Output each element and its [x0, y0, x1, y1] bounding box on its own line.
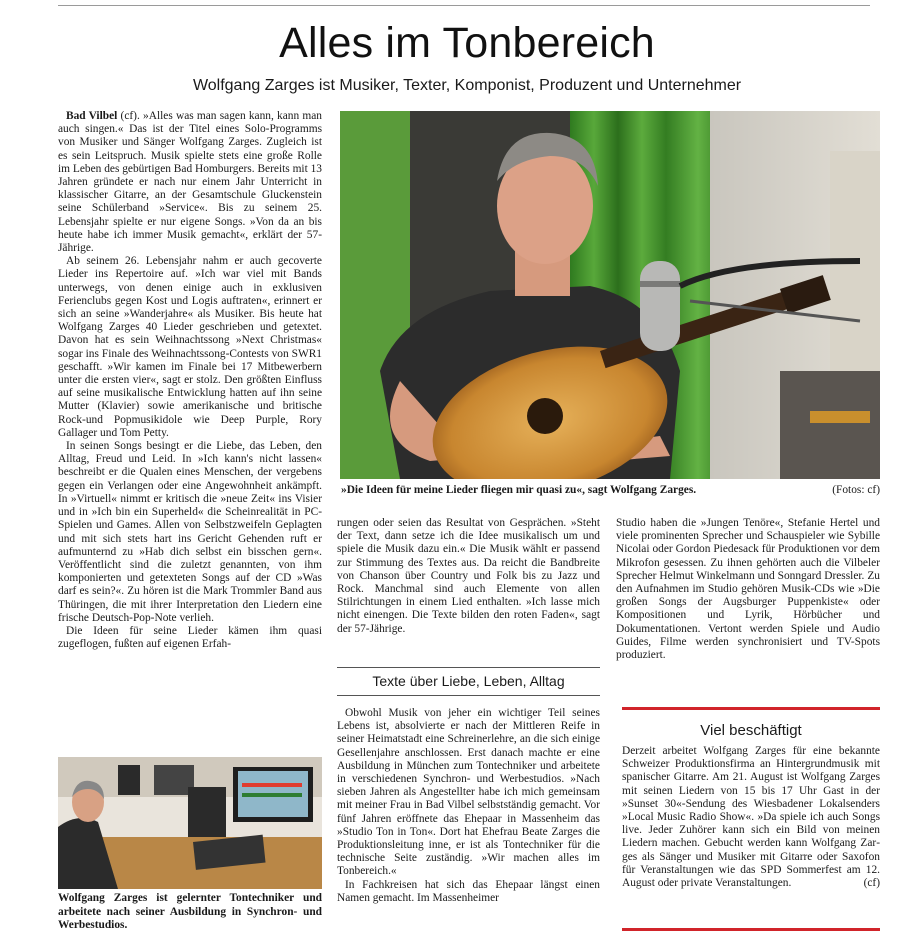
paragraph: In seinen Songs besingt er die Liebe, das Leben, den Alltag, Freud und Leid. In »Ich kann's nicht lassen« beschreibt er die Qualen eines Menschen, der vergebens gegen ein Verlangen oder eine Angewohnheit ankämpft. In »Virtuell« nimmt er kritisch die »neue Zeit« ins Visier und in »Ich bin ein Superheld« die Scheinrealität in PC-Spielen und Games. Allen von Selbstzweifeln Geplagten und mit sich stets hart ins Gericht Gehenden ruft er aufmunternd zu »Hab dich selbst ein bisschen gern«. Veröffentlicht sind die zuletzt genannten, von ihm komponierten und getexteten Songs auf der CD »Was darf es sein?«. Zu hören ist die Mark Trommler Band aus Thüringen, die mit ihrer Interpretation den Liedern eine frische Deutsch-Pop-Note verlieh.: [58, 440, 322, 624]
sidebar-top-rule: [622, 707, 880, 710]
main-photo-caption: »Die Ideen für meine Lieder fliegen mir quasi zu«, sagt Wolfgang Zarges.: [341, 484, 697, 496]
dateline: Bad Vilbel: [66, 110, 118, 122]
paragraph: [622, 745, 880, 890]
paragraph: rungen oder seien das Resultat von Gesprächen. »Steht der Text, dann setze ich die Idee musikalisch um und spiele die Musik dazu ein.« Die Musik wählt er passend zur Stimmung des Textes aus. Da reicht die Bandbreite von Chanson über Country und Folk bis zu Jazz und Rock. Manchmal sind auch Elemente von allen Stilrichtungen in einem Lied enthalten. »Ich lasse mich nicht einengen. Die Texte bilden den roten Faden«, sagt der 57-Jährige.: [337, 517, 600, 635]
sidebar-bottom-rule: [622, 928, 880, 931]
sidebar-paragraph: Derzeit arbeitet Wolfgang Zarges für eine bekannte Schweizer Produktionsfirma an Hintergrundmusik mit spanischer Gitarre. Am 21. August ist Wolfgang Zarges mit seinen Liedern von 15 bis 17 Uhr Gast in der »Sunset 30«-Sendung des Wiesbadener Lokalsenders »Local Music Radio Show«. »Da spiele ich auch Songs live. Jeder Zuhörer kann sich ein Bild von meinen Liedern machen. Gebucht werden kann Wolfgang Zarges als Sänger und Musiker mit Gitarre oder Saxofon für Veranstaltungen wie das SPD Sommerfest am 12. August oder private Veranstaltungen.: [622, 745, 880, 890]
top-rule: [58, 5, 870, 6]
column-3: [616, 517, 880, 662]
paragraph-text: (cf). »Alles was man sagen kann, kann man auch singen.« Das ist der Titel eines Solo-Programms von Musiker und Sänger Wolfgang Zarges. Zugleich ist es sein Leitspruch. Musik spielte stets eine große Rolle im Leben des gebürtigen Bad Homburgers. Bereits mit 13 Jahren gründete er nach nur einem Jahr Unterricht in klassischer Gitarre, an der Gesamtschule Gluckenstein seine Schülerband »Service«. Bis zu seinem 25. Lebensjahr spielte er nur eigene Songs. »Von da an bis heute habe ich immer Musik gemacht«, erklärt der 57-Jährige.: [58, 110, 322, 255]
studio-desk-illustration: [58, 757, 322, 889]
main-photo: [340, 111, 880, 479]
paragraph: In Fachkreisen hat sich das Ehepaar längst einen Namen gemacht. Im Massenheimer: [337, 878, 600, 904]
paragraph: Ab seinem 26. Lebensjahr nahm er auch gecoverte Lieder ins Repertoire auf. »Ich war viel mit Bands unterwegs, von denen einige auch in exklusiven Ferienclubs gegen Kost und Logis auftraten«, erinnert er sich an seine »Wanderjahre« als Musiker. Bis heute hat Wolfgang Zarges 40 Lieder geschrieben und getextet. Davon hat es sein Weihnachtssong »Next Christmas« sogar ins Finale des Weihnachtssong-Contests von SWR1 geschafft. »Wir kamen im Finale bei 17 Mitbewerbern unter die ersten vier«, sagt er stolz. Den größten Einfluss auf seine musikalische Entwicklung hatten auf ihn seine Mutter (Klavier) sowie amerikanische und britische Rock-und Popmusikidole wie Deep Purple, Rory Gallager und Tom Petty.: [58, 255, 322, 439]
article-headline: Alles im Tonbereich: [279, 19, 655, 67]
column-2: [337, 517, 600, 636]
paragraph: [58, 110, 322, 255]
photo-credit: (Fotos: cf): [832, 484, 880, 496]
paragraph: Studio haben die »Jungen Tenöre«, Stefanie Hertel und viele prominenten Sprecher und Schauspieler wie Sybille Nicolai oder Gordon Piedesack für Produktionen vor dem Mikrofon gesessen. Zu ihnen gehörten auch die Vilbeler Sprecher Helmut Winkelmann und Sonngard Dressler. Zu den Aufnahmen im Studio gehören Musik-CDs wie »Die großen Songs der Augsburger Puppenkiste« oder Kompositionen und Lyrik, Hörbücher und Dokumentationen. Vertont werden Spiele und Audio Guides, Filme werden synchronisiert und TV-Spots produziert.: [616, 517, 880, 662]
column-2-continued: [337, 707, 600, 905]
interhead-rule-top: [337, 667, 600, 668]
paragraph: Die Ideen für seine Lieder kämen ihm quasi zugeflogen, fußten auf eigenen Erfah-: [58, 624, 322, 651]
interhead: Texte über Liebe, Leben, Alltag: [372, 673, 565, 689]
article-subheadline: Wolfgang Zarges ist Musiker, Texter, Komponist, Produzent und Unternehmer: [192, 77, 742, 94]
musician-with-guitar-illustration: [340, 111, 880, 479]
interhead-rule-bottom: [337, 695, 600, 696]
studio-photo-caption: Wolfgang Zarges ist gelernter Tontechniker und arbeitete nach seiner Ausbildung in Synchron- und Werbestudios.: [58, 892, 322, 931]
paragraph: Obwohl Musik von jeher ein wichtiger Teil seines Lebens ist, absolvierte er nach der Mittleren Reife in seiner Heimatstadt eine Schreinerlehre, an die sich einige Gesellenjahre anschlossen. Erst danach machte er eine Ausbildung in München zum Tontechniker und arbeitete in verschiedenen Synchron- und Werbestudios. »Nach sieben Jahren als Angestellter habe ich mich gemeinsam mit meiner Frau in Bad Vilbel selbstständig gemacht. Vor fünf Jahren eröffnete das Ehepaar in Massenheim das »Studio Ton in Ton«. Dort hat Ehefrau Beate Zarges die Produktionsleitung inne, er ist als Tontechniker für die technische Seite zuständig. »Wir machen alles im Tonbereich.«: [337, 707, 600, 878]
sidebar-title: Viel beschäftigt: [700, 722, 802, 739]
sidebar-text: [622, 745, 880, 890]
column-1: [58, 110, 322, 651]
sidebar-signature: (cf): [863, 877, 880, 890]
studio-photo: [58, 757, 322, 889]
